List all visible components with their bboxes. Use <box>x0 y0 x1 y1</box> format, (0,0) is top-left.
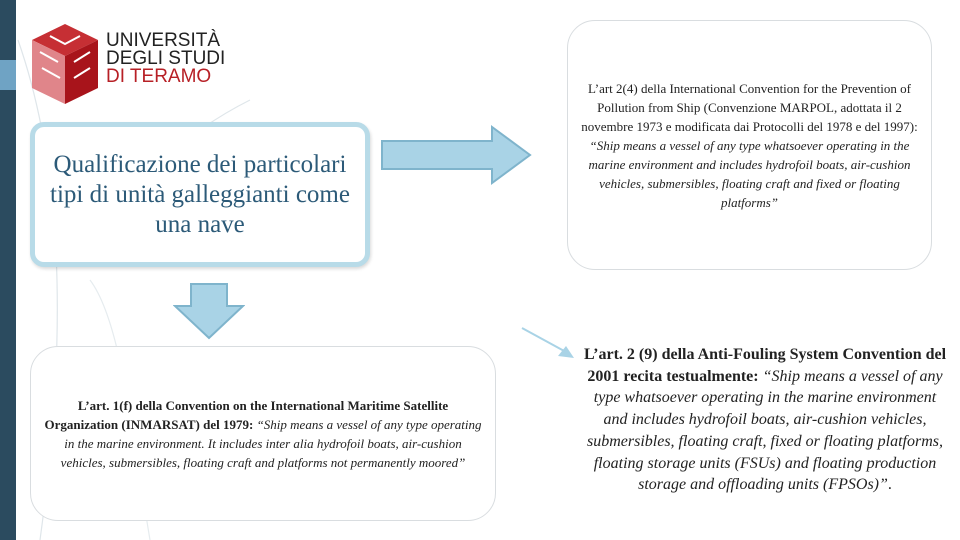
diagonal-arrow-icon <box>520 326 576 360</box>
sidebar-accent <box>0 60 16 90</box>
inmarsat-box <box>30 346 496 521</box>
title-text: Qualificazione dei particolari tipi di unità galleggianti come una nave <box>50 150 350 238</box>
afs-box <box>574 320 956 520</box>
university-logo <box>30 22 230 112</box>
logo-line-2: DEGLI STUDI <box>106 48 226 69</box>
marpol-lead: L’art 2(4) della International Convention for the Prevention of Pollution from Ship (Convenzione MARPOL, adottata il 2 novembre 1973 e modificata dai Protocolli del 1978 e del 1997): <box>581 80 918 134</box>
marpol-box <box>567 20 932 270</box>
logo-line-3: DI TERAMO <box>106 66 212 87</box>
logo-line-1: UNIVERSITÀ <box>106 30 221 51</box>
arrow-down-icon <box>173 282 245 340</box>
logo-cube-icon <box>30 22 100 106</box>
afs-quote: “Ship means a vessel of any type whatsoever operating in the marine environment and includes hydrofoil boats, air-cushion vehicles, submersibles, floating craft, fixed or floating platforms, floating storage units (FSUs) and floating production storage and offloading units (FPSOs)” <box>587 367 943 494</box>
afs-tail: . <box>887 476 892 494</box>
inmarsat-lead: L’art. 1(f) della Convention on the International Maritime Satellite Organization (INMARSAT) del 1979: <box>44 397 449 432</box>
marpol-quote: “Ship means a vessel of any type whatsoever operating in the marine environment and includes hydrofoil boats, air-cushion vehicles, submersibles, floating craft and fixed or floating platforms” <box>588 137 911 210</box>
title-box <box>30 122 370 267</box>
inmarsat-quote: “Ship means a vessel of any type operating in the marine environment. It includes inter alia hydrofoil boats, air-cushion vehicles, submersibles, floating craft and platforms not permanently moored” <box>60 416 482 470</box>
arrow-right-icon <box>380 125 532 185</box>
afs-lead: L’art. 2 (9) della Anti-Fouling System Convention del 2001 recita testualmente: <box>583 346 947 385</box>
